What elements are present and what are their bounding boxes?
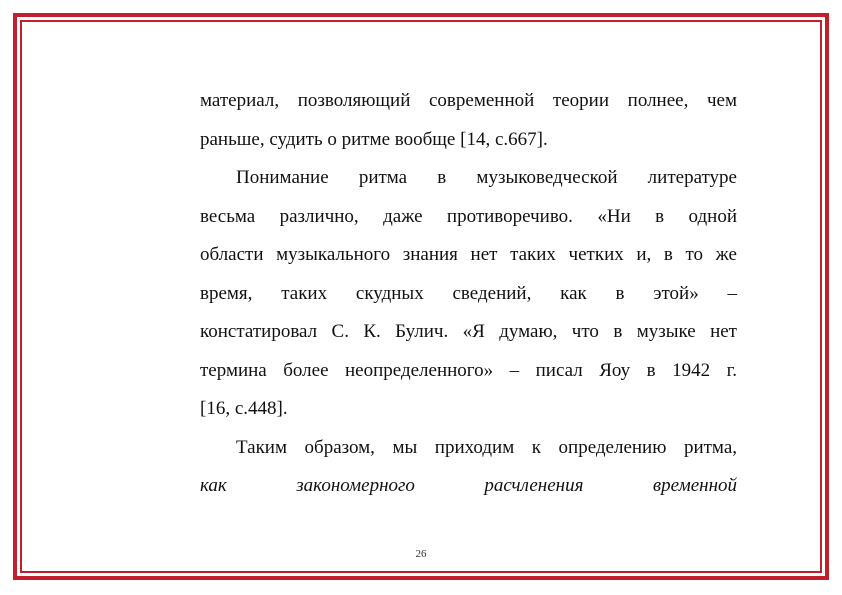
paragraph-start-line: Понимание ритма в музыковедческой литературе: [236, 167, 737, 188]
text-line: раньше, судить о ритме вообще [14, с.667].: [200, 128, 548, 150]
text-line: материал, позволяющий современной теории полнее, чем: [200, 90, 737, 111]
text-line: области музыкального знания нет таких четких и, в то же: [200, 244, 737, 265]
text-line: весьма различно, даже противоречиво. «Ни в одной: [200, 205, 737, 227]
paragraph-start-line: Таким образом, мы приходим к определению ритма,: [236, 436, 737, 458]
body-text: [200, 82, 737, 506]
text-line: констатировал С. К. Булич. «Я думаю, что в музыке нет: [200, 321, 737, 342]
text-line: время, таких скудных сведений, как в этой» –: [200, 282, 737, 304]
text-line: термина более неопределенного» – писал Яоу в 1942 г.: [200, 359, 737, 381]
text-line: [16, с.448].: [200, 398, 288, 419]
italic-text-line: как закономерного расчленения временной: [200, 475, 737, 496]
page-number: 26: [415, 548, 427, 560]
